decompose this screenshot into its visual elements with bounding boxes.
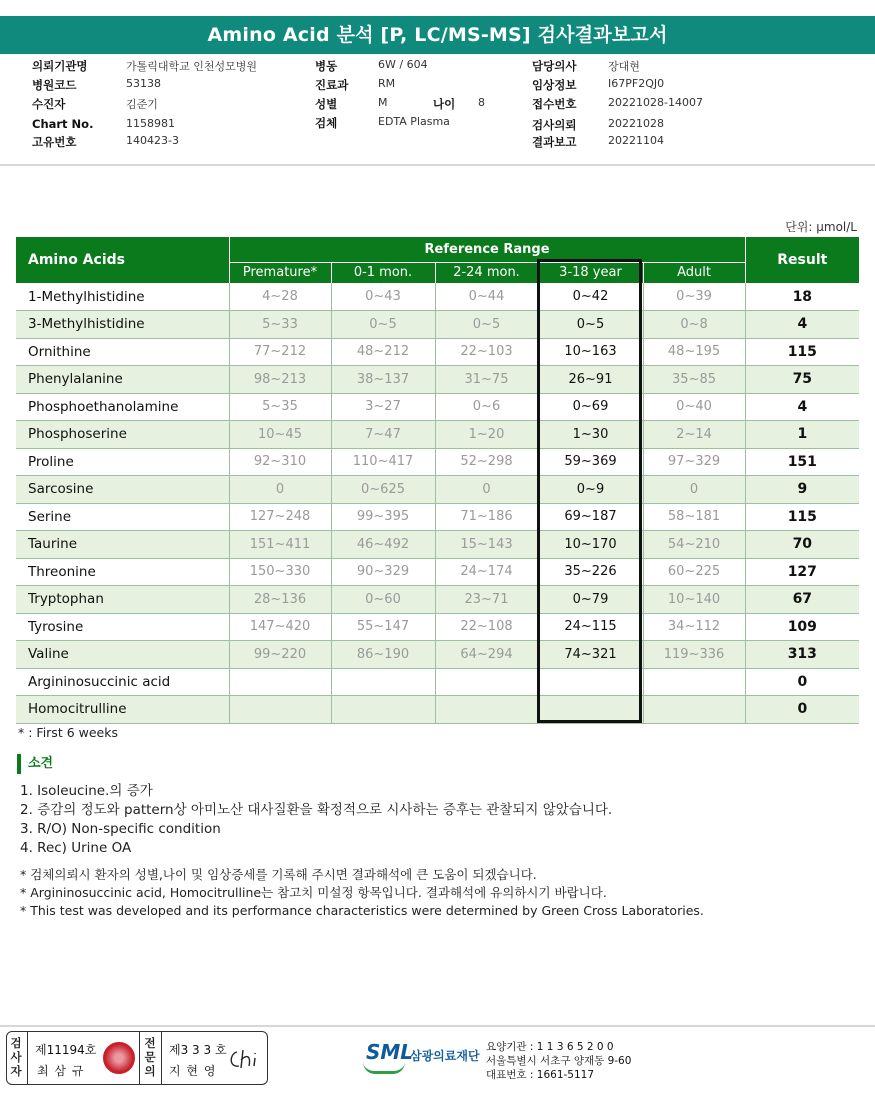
amino-acid-name: Phosphoethanolamine	[16, 393, 229, 421]
reference-range-cell: 74~321	[538, 641, 643, 669]
amino-acids-header: Amino Acids	[16, 237, 229, 283]
report-title: Amino Acid 분석 [P, LC/MS-MS] 검사결과보고서	[0, 16, 875, 54]
reference-range-cell	[538, 696, 643, 724]
unit-label: 단위: μmol/L	[785, 220, 857, 234]
reference-range-cell	[229, 668, 331, 696]
remarks	[20, 782, 612, 858]
info-label: 병원코드	[32, 78, 77, 92]
reference-range-cell: 15~143	[435, 531, 538, 559]
info-value: RM	[378, 77, 396, 90]
remark-line: 2. 증감의 정도와 pattern상 아미노산 대사질환을 확정적으로 시사하는 증후는 관찰되지 않았습니다.	[20, 802, 613, 818]
footnote: * : First 6 weeks	[18, 725, 118, 740]
info-label: 검사의뢰	[532, 118, 577, 132]
reference-range-cell: 127~248	[229, 503, 331, 531]
table-row	[16, 448, 859, 476]
specialist-license: 제3 3 3 호	[169, 1043, 227, 1057]
note-line: * This test was developed and its performance characteristics were determined by Green Cross Laboratories.	[20, 903, 704, 918]
reference-range-cell: 22~103	[435, 338, 538, 366]
reference-range-cell: 10~45	[229, 421, 331, 449]
reference-range-cell: 35~226	[538, 558, 643, 586]
reference-range-cell: 0~40	[643, 393, 745, 421]
range-col-header: Adult	[643, 262, 745, 283]
reference-range-cell: 110~417	[331, 448, 435, 476]
info-value: EDTA Plasma	[378, 115, 450, 128]
reference-range-cell: 92~310	[229, 448, 331, 476]
info-value: 20221028	[608, 117, 664, 130]
amino-acid-table	[16, 237, 859, 724]
reference-range-cell	[435, 668, 538, 696]
result-cell: 75	[745, 366, 859, 394]
reference-range-cell: 10~163	[538, 338, 643, 366]
remark-line: 1. Isoleucine.의 증가	[20, 783, 153, 799]
reference-range-cell: 54~210	[643, 531, 745, 559]
result-cell: 18	[745, 283, 859, 311]
amino-acid-name: Phosphoserine	[16, 421, 229, 449]
org-address: 서울특별시 서초구 양재동 9-60	[486, 1055, 632, 1067]
info-label: 진료과	[315, 78, 349, 92]
handwritten-signature	[227, 1046, 265, 1074]
note-line: * 검체의뢰시 환자의 성별,나이 및 임상증세를 기록해 주시면 결과해석에 큰 도움이 되겠습니다.	[20, 867, 537, 882]
reference-range-cell: 0~5	[331, 311, 435, 339]
info-label: 수진자	[32, 97, 66, 111]
result-cell: 9	[745, 476, 859, 504]
info-label: 병동	[315, 59, 338, 73]
reference-range-cell: 1~30	[538, 421, 643, 449]
reference-range-cell: 24~115	[538, 613, 643, 641]
reference-range-cell: 0~6	[435, 393, 538, 421]
reference-range-cell: 22~108	[435, 613, 538, 641]
table-row	[16, 586, 859, 614]
info-label: 임상정보	[532, 78, 577, 92]
table-row	[16, 641, 859, 669]
signature-box	[6, 1031, 268, 1085]
amino-acid-name: Tyrosine	[16, 613, 229, 641]
reference-range-cell	[643, 668, 745, 696]
info-value: 8	[478, 96, 485, 109]
reference-range-cell: 0	[229, 476, 331, 504]
amino-acid-name: Serine	[16, 503, 229, 531]
reference-range-cell: 0~8	[643, 311, 745, 339]
reference-range-cell: 0~44	[435, 283, 538, 311]
reference-range-cell: 0~9	[538, 476, 643, 504]
amino-acid-name: Valine	[16, 641, 229, 669]
info-value: 53138	[126, 77, 161, 90]
info-label: Chart No.	[32, 117, 94, 131]
amino-acid-name: Argininosuccinic acid	[16, 668, 229, 696]
reference-range-cell: 3~27	[331, 393, 435, 421]
reference-range-cell: 0~42	[538, 283, 643, 311]
remark-line: 4. Rec) Urine OA	[20, 840, 132, 856]
info-label: 담당의사	[532, 59, 577, 73]
table-row	[16, 283, 859, 311]
reference-range-cell: 35~85	[643, 366, 745, 394]
reference-range-cell	[229, 696, 331, 724]
result-cell: 313	[745, 641, 859, 669]
patient-info	[0, 54, 875, 166]
reference-range-cell: 23~71	[435, 586, 538, 614]
info-label: 나이	[433, 97, 456, 111]
reference-range-cell: 69~187	[538, 503, 643, 531]
table-body	[16, 283, 859, 723]
reference-range-cell: 0~5	[435, 311, 538, 339]
range-col-header: 2-24 mon.	[435, 262, 538, 283]
divider	[139, 1032, 140, 1084]
amino-acid-name: Proline	[16, 448, 229, 476]
table-row	[16, 476, 859, 504]
table-row	[16, 503, 859, 531]
reference-range-cell: 0~43	[331, 283, 435, 311]
reference-range-cell: 0~5	[538, 311, 643, 339]
reference-range-cell: 64~294	[435, 641, 538, 669]
table-row	[16, 531, 859, 559]
info-value: 140423-3	[126, 134, 179, 147]
reference-range-cell: 90~329	[331, 558, 435, 586]
table-row	[16, 558, 859, 586]
reference-range-cell: 34~112	[643, 613, 745, 641]
reference-range-cell: 2~14	[643, 421, 745, 449]
reference-range-cell: 0~79	[538, 586, 643, 614]
result-cell: 70	[745, 531, 859, 559]
logo-name: 삼광의료재단	[410, 1049, 480, 1063]
amino-acid-name: Sarcosine	[16, 476, 229, 504]
amino-acid-name: 3-Methylhistidine	[16, 311, 229, 339]
reference-range-cell	[331, 696, 435, 724]
reference-range-cell: 28~136	[229, 586, 331, 614]
info-label: 접수번호	[532, 97, 577, 111]
result-cell: 109	[745, 613, 859, 641]
amino-acid-name: Tryptophan	[16, 586, 229, 614]
reference-range-cell: 5~35	[229, 393, 331, 421]
reference-range-cell: 0	[643, 476, 745, 504]
reference-range-cell: 0~39	[643, 283, 745, 311]
reference-range-cell: 151~411	[229, 531, 331, 559]
info-value: M	[378, 96, 388, 109]
range-col-header: Premature*	[229, 262, 331, 283]
reference-range-cell: 4~28	[229, 283, 331, 311]
inspector-vertical-label: 검 사 자	[10, 1036, 22, 1078]
inspector-name: 최 삼 규	[37, 1064, 85, 1078]
notes	[20, 866, 704, 920]
title-bar	[0, 0, 875, 48]
logo-mark: SML	[366, 1040, 414, 1064]
table-row	[16, 338, 859, 366]
reference-range-cell: 86~190	[331, 641, 435, 669]
reference-range-cell: 0~69	[538, 393, 643, 421]
reference-range-cell: 71~186	[435, 503, 538, 531]
table-row	[16, 613, 859, 641]
reference-range-cell: 60~225	[643, 558, 745, 586]
reference-range-cell: 52~298	[435, 448, 538, 476]
reference-range-cell: 24~174	[435, 558, 538, 586]
reference-range-cell: 10~170	[538, 531, 643, 559]
info-label: 성별	[315, 97, 338, 111]
reference-range-cell: 1~20	[435, 421, 538, 449]
reference-range-cell: 7~47	[331, 421, 435, 449]
logo-arc	[363, 1062, 405, 1074]
reference-range-cell: 99~395	[331, 503, 435, 531]
result-cell: 0	[745, 696, 859, 724]
table-row	[16, 421, 859, 449]
result-cell: 4	[745, 393, 859, 421]
reference-range-cell: 38~137	[331, 366, 435, 394]
info-value: 20221028-14007	[608, 96, 703, 109]
info-value: 가톨릭대학교 인천성모병원	[126, 60, 258, 73]
range-col-header: 3-18 year	[538, 262, 643, 283]
reference-range-cell	[435, 696, 538, 724]
reference-range-cell: 0~60	[331, 586, 435, 614]
info-label: 의뢰기관명	[32, 59, 88, 73]
reference-range-cell: 97~329	[643, 448, 745, 476]
org-phone: 대표번호 : 1661-5117	[486, 1069, 595, 1081]
info-value: 김준기	[126, 98, 158, 111]
table-row	[16, 366, 859, 394]
result-cell: 4	[745, 311, 859, 339]
result-cell: 1	[745, 421, 859, 449]
result-cell: 127	[745, 558, 859, 586]
footer-divider	[0, 1025, 875, 1027]
divider	[161, 1032, 162, 1084]
result-cell: 115	[745, 503, 859, 531]
info-label: 고유번호	[32, 135, 77, 149]
info-label: 결과보고	[532, 135, 577, 149]
reference-range-cell: 0~625	[331, 476, 435, 504]
org-info	[486, 1040, 631, 1082]
reference-range-cell: 5~33	[229, 311, 331, 339]
remarks-title: 소견	[17, 754, 53, 774]
table-row	[16, 696, 859, 724]
result-header: Result	[745, 237, 859, 283]
official-seal	[103, 1042, 135, 1074]
divider	[27, 1032, 28, 1084]
reference-range-cell: 59~369	[538, 448, 643, 476]
org-code: 요양기관 : 1 1 3 6 5 2 0 0	[486, 1041, 614, 1053]
amino-acid-name: Phenylalanine	[16, 366, 229, 394]
info-value: I67PF2QJ0	[608, 77, 665, 90]
reference-range-cell: 0	[435, 476, 538, 504]
reference-range-cell: 55~147	[331, 613, 435, 641]
table-row	[16, 311, 859, 339]
reference-range-cell: 46~492	[331, 531, 435, 559]
amino-acid-name: Threonine	[16, 558, 229, 586]
reference-range-cell: 31~75	[435, 366, 538, 394]
info-value: 20221104	[608, 134, 664, 147]
reference-range-cell: 10~140	[643, 586, 745, 614]
amino-acid-name: 1-Methylhistidine	[16, 283, 229, 311]
amino-acid-name: Homocitrulline	[16, 696, 229, 724]
table-row	[16, 393, 859, 421]
info-label: 검체	[315, 116, 338, 130]
reference-range-cell: 99~220	[229, 641, 331, 669]
reference-range-cell: 58~181	[643, 503, 745, 531]
reference-range-cell	[538, 668, 643, 696]
reference-range-cell: 26~91	[538, 366, 643, 394]
specialist-name: 지 현 영	[169, 1064, 217, 1078]
range-col-header: 0-1 mon.	[331, 262, 435, 283]
reference-range-cell: 98~213	[229, 366, 331, 394]
reference-range-header: Reference Range	[229, 237, 745, 262]
reference-range-cell: 48~195	[643, 338, 745, 366]
result-cell: 0	[745, 668, 859, 696]
reference-range-cell: 150~330	[229, 558, 331, 586]
amino-acid-name: Ornithine	[16, 338, 229, 366]
reference-range-cell	[643, 696, 745, 724]
info-value: 1158981	[126, 117, 175, 130]
amino-acid-name: Taurine	[16, 531, 229, 559]
reference-range-cell	[331, 668, 435, 696]
reference-range-cell: 77~212	[229, 338, 331, 366]
info-value: 6W / 604	[378, 58, 428, 71]
reference-range-cell: 147~420	[229, 613, 331, 641]
info-value: 장대현	[608, 60, 640, 73]
result-cell: 67	[745, 586, 859, 614]
note-line: * Argininosuccinic acid, Homocitrulline는 참고치 미설정 항목입니다. 결과해석에 유의하시기 바랍니다.	[20, 885, 607, 900]
inspector-license: 제11194호	[35, 1043, 97, 1057]
reference-range-cell: 119~336	[643, 641, 745, 669]
specialist-vertical-label: 전 문 의	[144, 1036, 156, 1078]
table-row	[16, 668, 859, 696]
remark-line: 3. R/O) Non-specific condition	[20, 821, 221, 837]
result-cell: 115	[745, 338, 859, 366]
reference-range-cell: 48~212	[331, 338, 435, 366]
result-cell: 151	[745, 448, 859, 476]
